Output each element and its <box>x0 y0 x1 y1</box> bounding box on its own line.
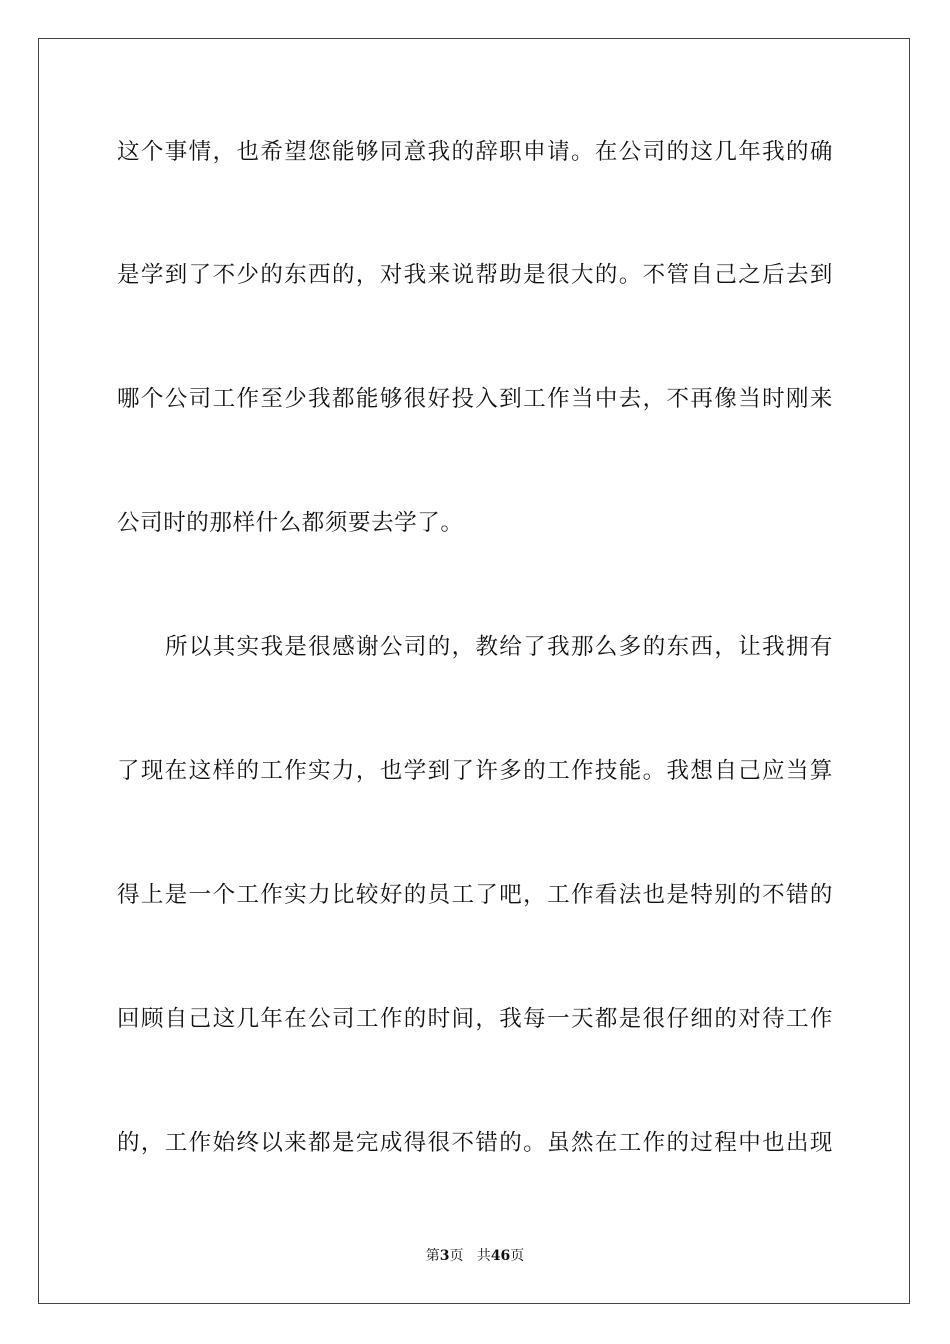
current-page-number: 3 <box>439 1248 450 1264</box>
body-text-line: 了现在这样的工作实力，也学到了许多的工作技能。我想自己应当算 <box>117 758 833 784</box>
body-text-line: 哪个公司工作至少我都能够很好投入到工作当中去，不再像当时刚来 <box>117 386 833 412</box>
body-text-line: 公司时的那样什么都须要去学了。 <box>117 510 464 536</box>
page-suffix: 页 <box>449 1248 464 1264</box>
body-text-line: 的，工作始终以来都是完成得很不错的。虽然在工作的过程中也出现 <box>117 1130 833 1156</box>
body-text-line: 得上是一个工作实力比较好的员工了吧，工作看法也是特别的不错的 <box>117 882 833 908</box>
total-prefix: 共 <box>476 1248 491 1264</box>
page-footer <box>0 1247 950 1265</box>
body-text-line: 这个事情，也希望您能够同意我的辞职申请。在公司的这几年我的确 <box>117 139 833 165</box>
total-suffix: 页 <box>510 1248 525 1264</box>
total-pages-number: 46 <box>490 1248 511 1264</box>
paragraph-start-line: 所以其实我是很感谢公司的，教给了我那么多的东西，让我拥有 <box>165 634 833 660</box>
body-text-line: 回顾自己这几年在公司工作的时间，我每一天都是很仔细的对待工作 <box>117 1006 833 1032</box>
body-text-line: 是学到了不少的东西的，对我来说帮助是很大的。不管自己之后去到 <box>117 262 833 288</box>
page-prefix: 第 <box>425 1248 440 1264</box>
page-border <box>38 38 910 1304</box>
